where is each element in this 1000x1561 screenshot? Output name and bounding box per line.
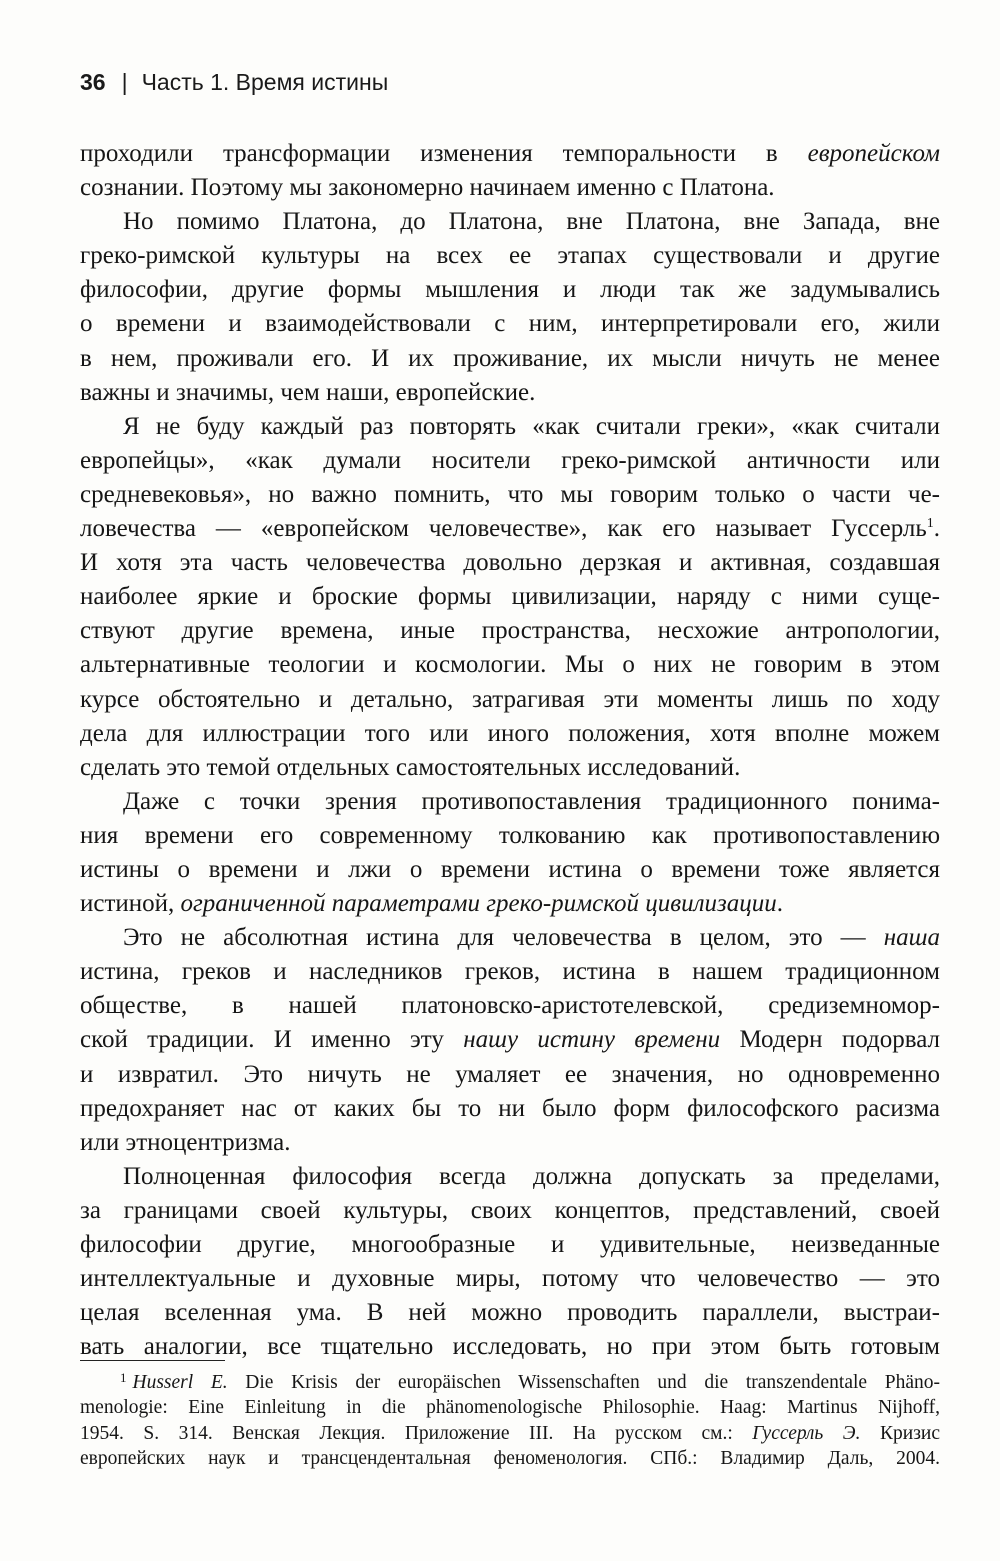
text-line: Я не буду каждый раз повторять «как считали греки», «как считали — [123, 412, 940, 440]
text-line: предохраняет нас от каких бы то ни было форм философского расизма — [80, 1094, 940, 1122]
text-line: истиной, ограниченной параметрами греко-римской цивилизации. — [80, 890, 783, 918]
running-head — [80, 66, 388, 98]
text-line: о времени и взаимодействовали с ним, интерпретировали его, жили — [80, 310, 940, 338]
footnote-line: европейских наук и трансцендентальная феноменология. СПб.: Владимир Даль, 2004. — [80, 1448, 940, 1470]
page-number: 36 — [80, 69, 106, 95]
text-line: сознании. Поэтому мы закономерно начинаем именно с Платона. — [80, 174, 775, 202]
text-line: или этноцентризма. — [80, 1128, 291, 1156]
text-line: обществе, в нашей платоновско-аристотелевской, средиземномор- — [80, 992, 940, 1020]
text-line: за границами своей культуры, своих концептов, представлений, своей — [80, 1196, 940, 1224]
text-line: и извратил. Это ничуть не умаляет ее значения, но одновременно — [80, 1060, 940, 1088]
footnote-line: menologie: Eine Einleitung in die phänomenologische Philosophie. Haag: Martinus Nijhoff, — [80, 1397, 940, 1419]
text-line: ствуют другие времена, иные пространства, несхожие антропологии, — [80, 617, 940, 645]
text-line: в нем, проживали его. И их проживание, их мысли ничуть не менее — [80, 344, 940, 372]
text-line: важны и значимы, чем наши, европейские. — [80, 378, 536, 406]
text-line: философии, другие формы мышления и люди так же задумывались — [80, 276, 940, 304]
footnote-reference: 1 — [926, 516, 934, 532]
running-title: Часть 1. Время истины — [141, 69, 389, 95]
text-line: вать аналогии, все тщательно исследовать, но при этом быть готовым — [80, 1333, 940, 1361]
text-line: ловечества — «европейском человечестве», как его называет Гуссерль$^1$. — [80, 515, 940, 543]
text-line: философии другие, многообразные и удивительные, неизведанные — [80, 1231, 940, 1258]
text-line: альтернативные теологии и космологии. Мы о них не говорим в этом — [80, 651, 940, 679]
text-line: средневековья», но важно помнить, что мы говорим только о части че- — [80, 480, 940, 508]
text-line: греко-римской культуры на всех ее этапах существовали и другие — [80, 242, 940, 270]
text-line: интеллектуальные и духовные миры, потому что человечество — это — [80, 1265, 940, 1293]
text-line: Это не абсолютная истина для человечества в целом, это — наша — [123, 924, 940, 952]
footnote-line: 1954. S. 314. Венская Лекция. Приложение III. На русском см.: Гуссерль Э. Кризис — [80, 1422, 940, 1444]
footnote-line: $^1$ Husserl E. Die Krisis der europäischen Wissenschaften und die transzendentale Phäno- — [120, 1370, 940, 1393]
text-line: И хотя эта часть человечества довольно дерзкая и активная, создавшая — [80, 549, 940, 577]
text-line: сделать это темой отдельных самостоятельных исследований. — [80, 753, 741, 781]
text-line: курсе обстоятельно и детально, затрагивая эти моменты лишь по ходу — [80, 685, 940, 713]
text-line: европейцы», «как думали носители греко-римской античности или — [80, 446, 940, 474]
text-line: Полноценная философия всегда должна допускать за пределами, — [123, 1162, 940, 1190]
text-line: Но помимо Платона, до Платона, вне Платона, вне Запада, вне — [123, 208, 940, 236]
footnotes — [80, 1370, 940, 1472]
text-line: проходили трансформации изменения темпоральности в европейском — [80, 140, 940, 167]
footnote-marker: 1 — [120, 1370, 127, 1385]
body-text — [80, 137, 940, 1364]
text-line: истины о времени и лжи о времени истина о времени тоже является — [80, 855, 940, 883]
text-line: истина, греков и наследников греков, истина в нашем традиционном — [80, 958, 940, 986]
text-line: Даже с точки зрения противопоставления традиционного понима- — [123, 787, 940, 815]
text-line: целая вселенная ума. В ней можно проводить параллели, выстраи- — [80, 1299, 940, 1327]
header-separator: | — [121, 69, 128, 95]
text-line: наиболее яркие и броские формы цивилизации, наряду с ними суще- — [80, 583, 940, 611]
footnote-divider — [80, 1360, 225, 1361]
text-line: ской традиции. И именно эту нашу истину времени Модерн подорвал — [80, 1026, 940, 1054]
text-line: дела для иллюстрации того или иного положения, хотя вполне можем — [80, 719, 940, 747]
text-line: ния времени его современному толкованию как противопоставлению — [80, 821, 940, 849]
